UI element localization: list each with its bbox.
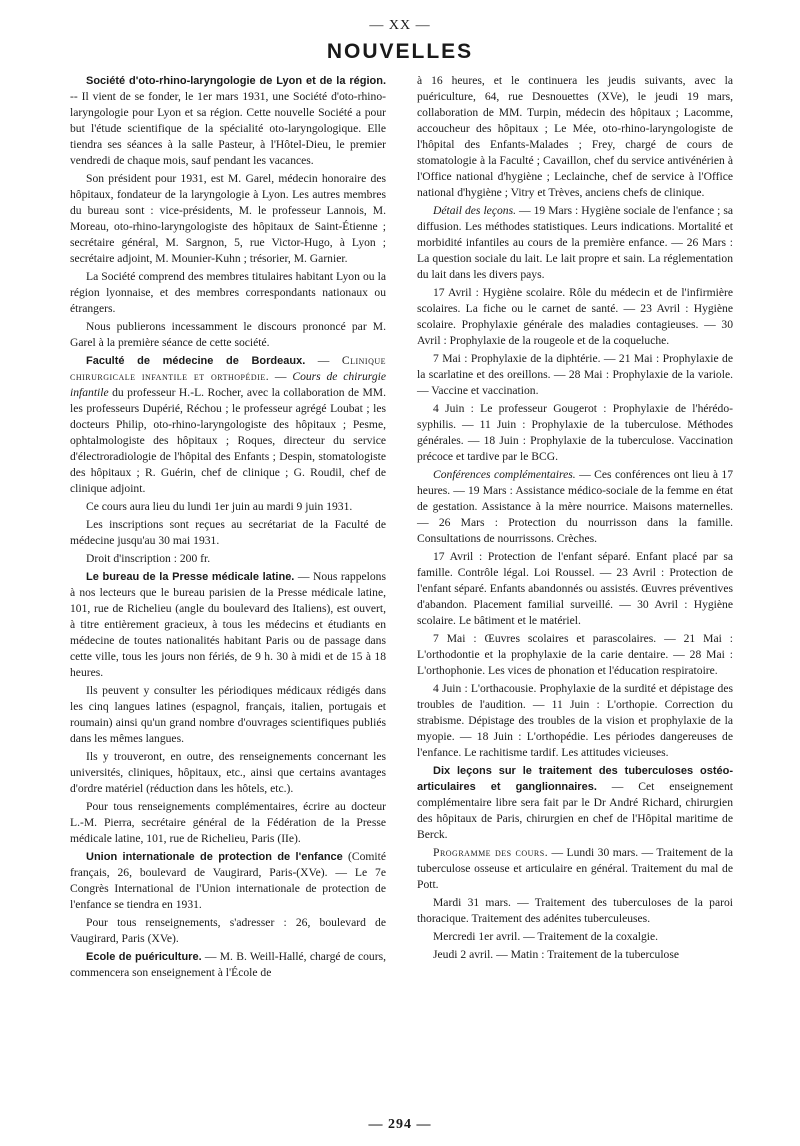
paragraph: Ce cours aura lieu du lundi 1er juin au mardi 9 juin 1931. <box>86 500 353 513</box>
paragraph: 17 Avril : Protection de l'enfant séparé. Enfant placé par sa famille. Contrôle légal. Loi Roussel. — 23 Avril : Protection de l'enfant séparé. Enfants abandonnés ou assistés. Œuvres préventives d'abandon. Placement familial surveillé. — 30 Avril : Hygiène scolaire. Le bâtiment et le matériel. <box>417 550 733 627</box>
paragraph: 7 Mai : Œuvres scolaires et parascolaires. — 21 Mai : L'orthodontie et la prophylaxie de la carie dentaire. — 28 Mai : L'orthophonie. Les vices de phonation et l'éducation respiratoire. <box>417 632 733 677</box>
news-heading: Union internationale de protection de l'enfance <box>86 851 343 863</box>
paragraph: à 16 heures, et le continuera les jeudis suivants, avec la puériculture, 64, rue Desnouettes (XVe), le jeudi 19 mars, collaboration de MM. Turpin, médecin des hôpitaux ; Lacomme, accoucheur des hôpitaux ; Le Mée, oto-rhino-laryngologiste de l'hôpital des Enfants-Malades ; Frey, chargé de cours de stomatologie à la Faculté ; Cavaillon, chef du service antivénérien à l'Office national d'hygiène ; Leclainche, chef de service à l'Office national d'hygiène ; Vitry et Trèves, anciens chefs de clinique. <box>417 74 733 199</box>
left-column <box>70 73 386 983</box>
paragraph: Union internationale de protection de l'enfance (Comité français, 26, boulevard de Vaugirard, Paris-(XVe). — Le 7e Congrès International de l'Union internationale de protection de l'enfance se tiendra en 1931. <box>70 850 386 911</box>
paragraph: Mardi 31 mars. — Traitement des tuberculoses de la paroi thoracique. Traitement des adénites tuberculeuses. <box>417 896 733 925</box>
section-title: NOUVELLES <box>326 40 474 63</box>
paragraph: Programme des cours. — Lundi 30 mars. — Traitement de la tuberculose osseuse et articulaire en général. Traitement du mal de Pott. <box>417 846 733 891</box>
news-heading: Ecole de puériculture. <box>86 951 202 963</box>
paragraph: 4 Juin : L'orthacousie. Prophylaxie de la surdité et dépistage des troubles de l'audition. — 11 Juin : L'orthopie. Correction du strabisme. Dépistage des troubles de la vision et prophylaxie de la myopie. — 18 Juin : L'orthopédie. Les périodes dangereuses de l'enfance. Le rachitisme tardif. Les attitudes vicieuses. <box>417 682 733 759</box>
paragraph: La Société comprend des membres titulaires habitant Lyon ou la région lyonnaise, et des membres correspondants nationaux ou étrangers. <box>70 270 386 315</box>
paragraph: Les inscriptions sont reçues au secrétariat de la Faculté de médecine jusqu'au 30 mai 1931. <box>70 518 386 547</box>
news-heading: Société d'oto-rhino-laryngologie de Lyon et de la région. <box>86 75 386 87</box>
paragraph: Ecole de puériculture. — M. B. Weill-Hallé, chargé de cours, commencera son enseignement à l'École de <box>70 950 386 979</box>
right-column <box>417 73 733 965</box>
paragraph: Conférences complémentaires. — Ces conférences ont lieu à 17 heures. — 19 Mars : Assistance médico-sociale de la femme en état de gestation. Assistance à la mère nourrice. Maisons maternelles. — 26 Mars : Protection du nourrisson dans la famille. Consultations de nourrissons. Crèches. <box>417 468 733 545</box>
paragraph: Ils y trouveront, en outre, des renseignements concernant les universités, cliniques, hôpitaux, etc., ainsi que certains avantages d'ordre matériel (réduction dans les hôtels, etc.). <box>70 750 386 795</box>
news-heading: Dix leçons sur le traitement des tuberculoses ostéo-articulaires et ganglionnaires. <box>417 765 733 793</box>
paragraph: Mercredi 1er avril. — Traitement de la coxalgie. <box>433 930 659 943</box>
roman-page-number: — XX — <box>369 18 431 33</box>
paragraph: Pour tous renseignements complémentaires, écrire au docteur L.-M. Pierra, secrétaire général de la Fédération de la Presse médicale latine, 101, rue de Richelieu, Paris (IIe). <box>70 800 386 845</box>
news-heading: Le bureau de la Presse médicale latine. <box>86 571 295 583</box>
paragraph: Faculté de médecine de Bordeaux. — Clinique chirurgicale infantile et orthopédie. — Cours de chirurgie infantile du professeur H.-L. Rocher, avec la collaboration de MM. les professeurs Dupérié, Réchou ; le professeur agrégé Loubat ; les docteurs Philip, oto-rhino-laryngologiste des hôpitaux ; Pesme, ophtalmologiste des hôpitaux ; Roques, directeur du service d'électroradiologie de l'hôpital des Enfants ; Despin, stomatologiste des hôpitaux ; R. Guérin, chef de clinique ; G. Roudil, chef de clinique adjoint. <box>70 354 387 495</box>
paragraph: Ils peuvent y consulter les périodiques médicaux rédigés dans les cinq langues latines (espagnol, français, italien, portugais et roumain) ainsi qu'un grand nombre d'ouvrages scientifiques publiés dans les mêmes langues. <box>70 684 386 745</box>
paragraph: Dix leçons sur le traitement des tuberculoses ostéo-articulaires et ganglionnaires. — Cet enseignement complémentaire libre sera fait par le Dr André Richard, chirurgien des hôpitaux de Paris, chirurgien en chef de l'Hôpital maritime de Berck. <box>417 765 733 841</box>
page-number: — 294 — <box>368 1117 432 1132</box>
paragraph: Nous publierons incessamment le discours prononcé par M. Garel à la première séance de cette société. <box>70 320 386 349</box>
paragraph: Société d'oto-rhino-laryngologie de Lyon et de la région. -- Il vient de se fonder, le 1er mars 1931, une Société d'oto-rhino-laryngologie pour Lyon et sa région. Cette nouvelle Société a pour but l'étude scientifique de la spécialité oto-laryngologique. Elle tiendra ses séances à la salle Pasteur, à l'Hôtel-Dieu, le premier vendredi de chaque mois, sauf pendant les vacances. <box>70 75 386 167</box>
paragraph: 17 Avril : Hygiène scolaire. Rôle du médecin et de l'infirmière scolaires. La fiche ou le carnet de santé. — 23 Avril : Hygiène scolaire. Prophylaxie générale des maladies contagieuses. — 30 Avril : Prophylaxie de la rougeole et de la coqueluche. <box>417 286 733 347</box>
paragraph: Jeudi 2 avril. — Matin : Traitement de la tuberculose <box>433 948 679 961</box>
paragraph: Le bureau de la Presse médicale latine. — Nous rappelons à nos lecteurs que le bureau parisien de la Presse médicale latine, 101, rue de Richelieu (angle du boulevard des Italiens), est ouvert, à titre entièrement gracieux, à tous les médecins et étudiants en médecine de toutes nationalités habitant Paris ou de passage dans cette ville, tous les jours non fériés, de 9 h. 30 à midi et de 15 à 18 heures. <box>70 570 386 679</box>
paragraph: Son président pour 1931, est M. Garel, médecin honoraire des hôpitaux, fondateur de la laryngologie à Lyon. Les autres membres du bureau sont : vice-présidents, M. le professeur Lannois, M. Moreau, oto-rhino-laryngologiste des hôpitaux de Saint-Étienne ; secrétaire général, M. Sargnon, 5, rue Victor-Hugo, à Lyon ; secrétaire adjoint, M. Mounier-Kuhn ; trésorier, M. Garnier. <box>70 172 386 265</box>
paragraph: Détail des leçons. — 19 Mars : Hygiène sociale de l'enfance ; sa diffusion. Les méthodes statistiques. Leurs indications. Mortalité et morbidité infantiles au cours de la première enfance. — 26 Mars : La question sociale du lait. Le lait propre et sain. La réglementation du lait dans les divers pays. <box>417 204 733 281</box>
paragraph: 7 Mai : Prophylaxie de la diphtérie. — 21 Mai : Prophylaxie de la scarlatine et des oreillons. — 28 Mai : Prophylaxie de la variole. — Vaccine et vaccination. <box>417 352 733 397</box>
paragraph: 4 Juin : Le professeur Gougerot : Prophylaxie de l'hérédo-syphilis. — 11 Juin : Prophylaxie de la tuberculose. Méthodes générales. — 18 Juin : Prophylaxie de la tuberculose. Vaccination précoce et tardive par le BCG. <box>417 402 733 463</box>
paragraph: Pour tous renseignements, s'adresser : 26, boulevard de Vaugirard, Paris (XVe). <box>70 916 386 945</box>
news-heading: Faculté de médecine de Bordeaux. <box>86 355 306 367</box>
paragraph: Droit d'inscription : 200 fr. <box>86 552 211 565</box>
